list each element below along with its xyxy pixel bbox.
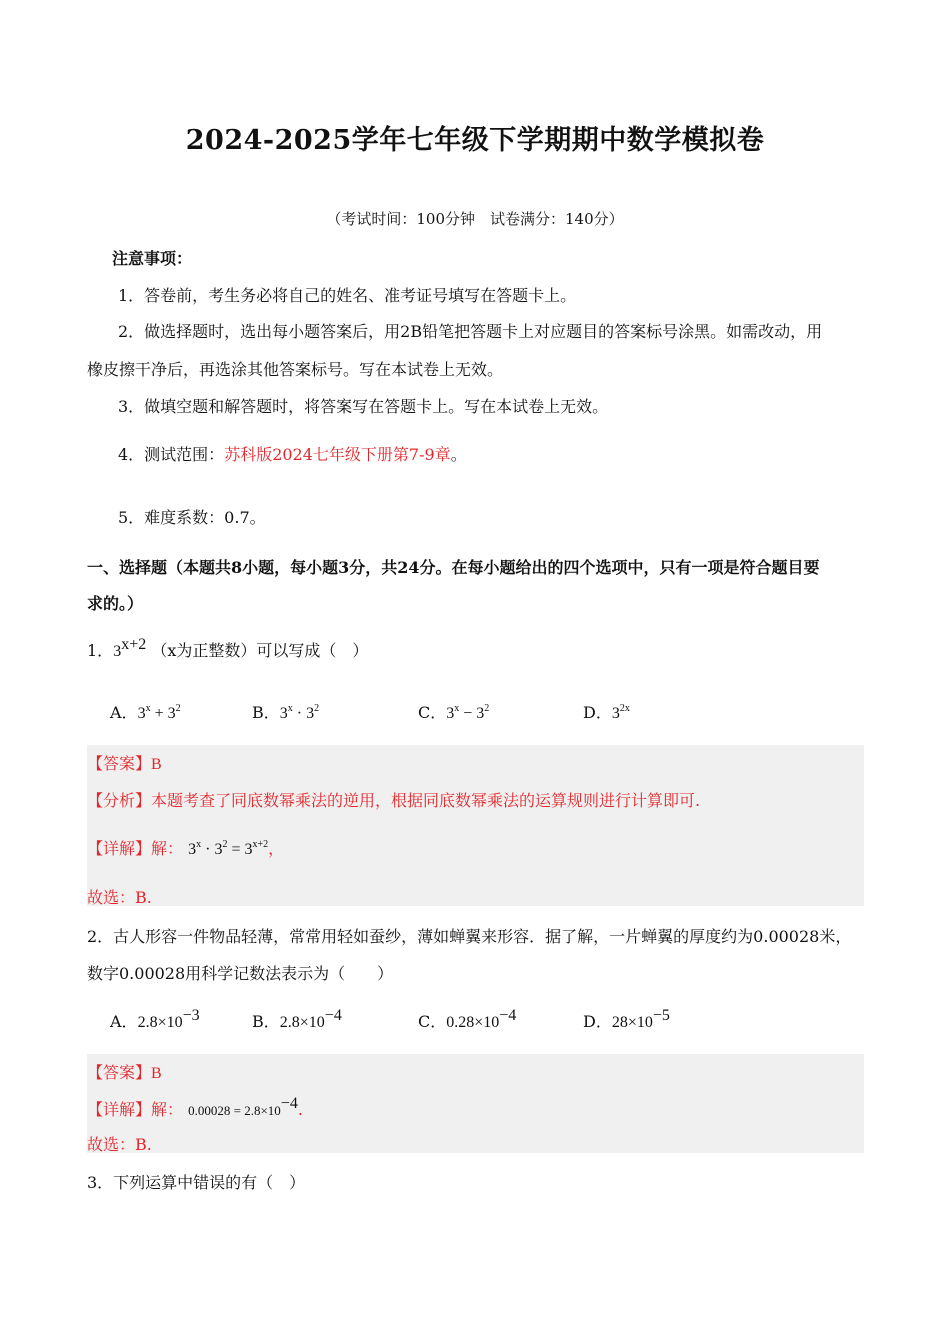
answer-tag: 【答案】 — [87, 1063, 152, 1082]
q1-answer — [87, 751, 162, 774]
note-item-4-suffix: 。 — [450, 445, 467, 464]
question-2-cont: 数字0.00028用科学记数法表示为（ ） — [87, 964, 394, 983]
detail-text: 解： — [151, 1100, 184, 1119]
q1-option-d: D．$3^{2x}$ — [583, 703, 630, 722]
q2-option-d: D．$28\times 10^{-5}$ — [583, 1007, 670, 1031]
question-3: 3．下列运算中错误的有（ ） — [87, 1173, 306, 1192]
analysis-tag: 【分析】 — [87, 791, 152, 810]
section-heading-cont: 求的。） — [87, 594, 144, 613]
q1-conclusion: 故选：B. — [87, 888, 152, 907]
q2-answer — [87, 1060, 162, 1083]
page-title: 2024-2025学年七年级下学期期中数学模拟卷 — [185, 125, 765, 156]
detail-tag: 【详解】 — [87, 839, 152, 858]
answer-value: B — [151, 1065, 162, 1082]
note-item-4-prefix: 4．测试范围： — [118, 445, 225, 464]
note-item-3: 3．做填空题和解答题时，将答案写在答题卡上。写在本试卷上无效。 — [118, 397, 609, 416]
q1-solution-box — [87, 745, 864, 906]
q1-option-b: B．$3^x \cdot 3^2$ — [252, 703, 320, 722]
section-heading: 一、选择题（本题共8小题，每小题3分，共24分。在每小题给出的四个选项中，只有一项是符合题目要 — [87, 558, 820, 577]
q2-conclusion: 故选：B. — [87, 1135, 152, 1154]
question-number: 1． — [87, 641, 114, 660]
q2-option-c: C．$0.28\times 10^{-4}$ — [418, 1007, 517, 1031]
answer-tag: 【答案】 — [87, 754, 152, 773]
notes-heading: 注意事项： — [112, 249, 193, 268]
q1-option-c: C．$3^x - 3^2$ — [418, 703, 490, 722]
note-item-4 — [118, 442, 467, 465]
question-2: 2．古人形容一件物品轻薄，常常用轻如蚕纱，薄如蝉翼来形容．据了解，一片蝉翼的厚度约为0.00028米， — [87, 927, 852, 946]
q1-stem: （x为正整数）可以写成（ ） — [151, 641, 369, 660]
q2-option-a: A．$2.8\times 10^{-3}$ — [110, 1007, 200, 1031]
q1-detail: 【详解】解： $3^x \cdot 3^2 = 3^{x+2}$， — [87, 839, 285, 858]
note-item-2: 2．做选择题时，选出每小题答案后，用2B铅笔把答题卡上对应题目的答案标号涂黑。如需改动，用 — [118, 322, 823, 341]
q1-analysis — [87, 788, 700, 811]
note-item-5: 5．难度系数：0.7。 — [118, 508, 266, 527]
note-item-1: 1．答卷前，考生务必将自己的姓名、准考证号填写在答题卡上。 — [118, 286, 577, 305]
q2-detail: 【详解】解： $0.00028 = 2.8\times 10^{-4}$. — [87, 1095, 303, 1119]
q1-exponent: x+2 — [121, 636, 147, 653]
q1-base: 3 — [113, 643, 122, 660]
analysis-text: 本题考查了同底数幂乘法的逆用，根据同底数幂乘法的运算规则进行计算即可. — [151, 791, 701, 810]
note-item-2-cont: 橡皮擦干净后，再选涂其他答案标号。写在本试卷上无效。 — [87, 360, 504, 379]
detail-tag: 【详解】 — [87, 1100, 152, 1119]
q1-option-a: A．$3^x + 3^2$ — [110, 703, 181, 722]
test-scope: 苏科版2024七年级下册第7-9章 — [224, 445, 451, 464]
answer-value: B — [151, 756, 162, 773]
q2-option-b: B．$2.8\times 10^{-4}$ — [252, 1007, 342, 1031]
question-1 — [87, 638, 368, 661]
exam-info: （考试时间：100分钟 试卷满分：140分） — [326, 210, 624, 228]
detail-text: 解： — [151, 839, 184, 858]
